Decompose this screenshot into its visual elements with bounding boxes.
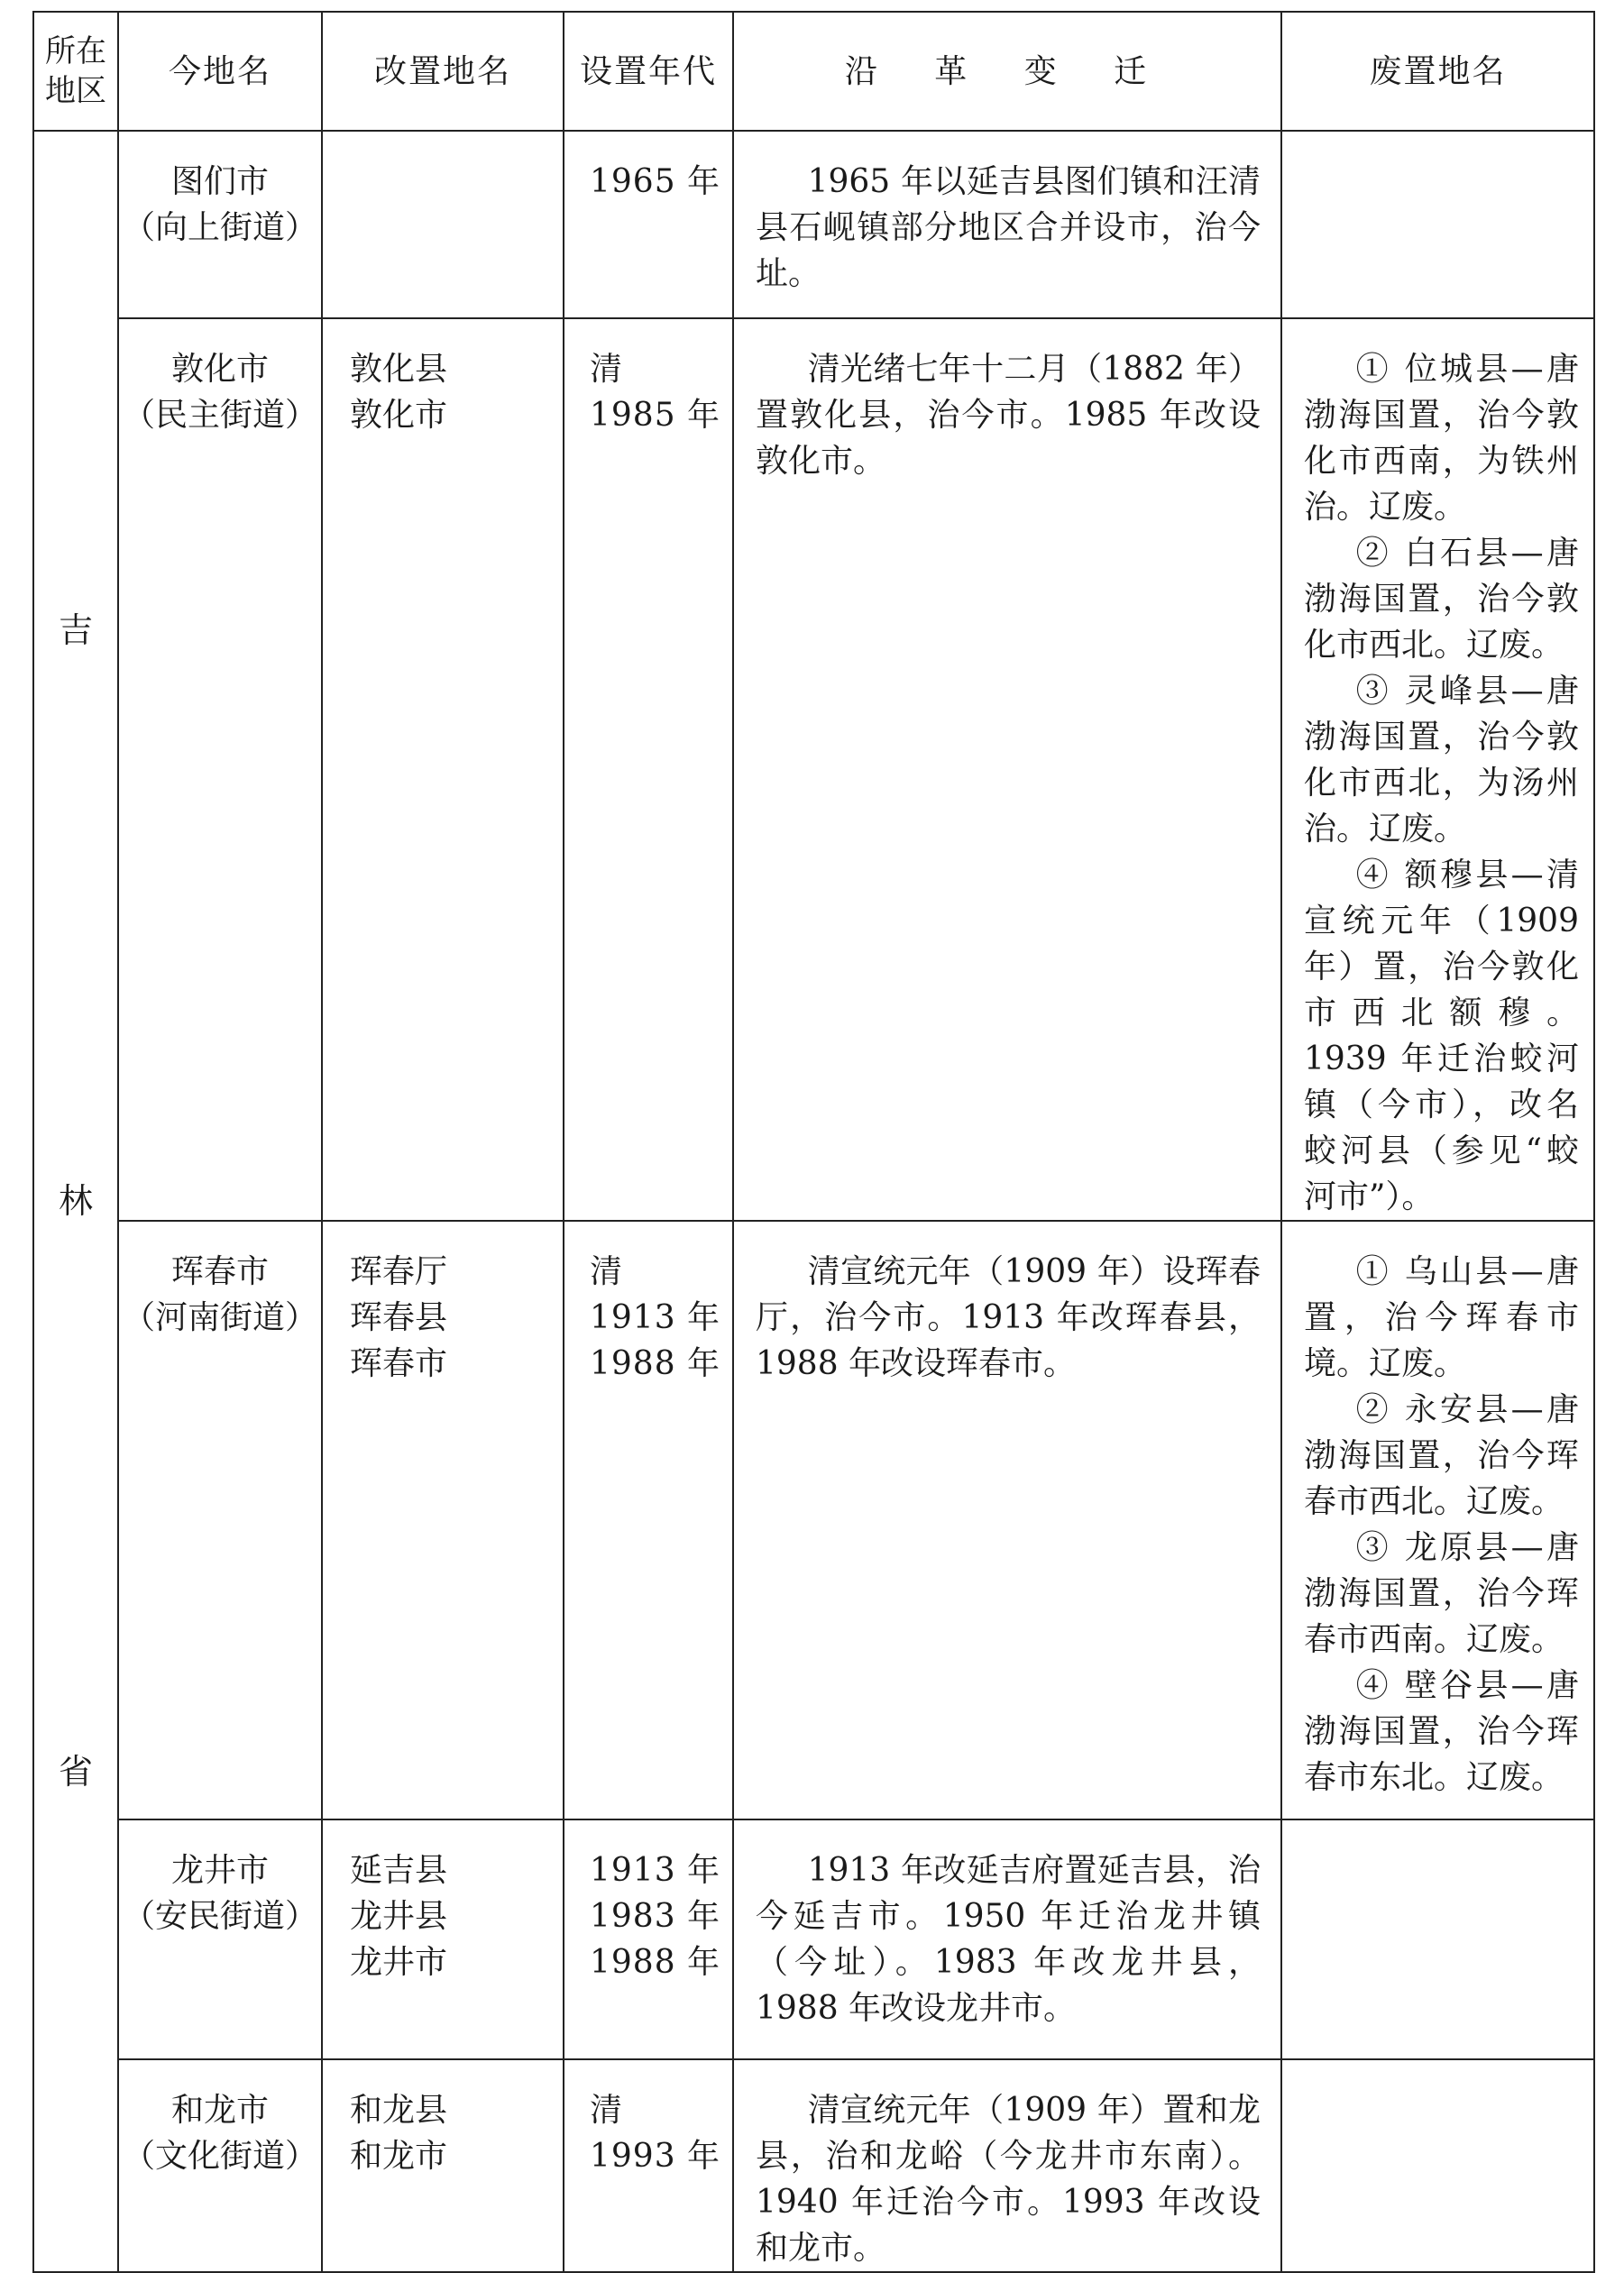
renamed-cell: [322, 131, 564, 318]
year-value: 清: [590, 351, 624, 388]
current-name-seat: （文化街道）: [122, 2138, 317, 2175]
current-name: 敦化市: [170, 351, 269, 388]
abolished-entry: ④ 壁谷县—唐渤海国置，治今珲春市东北。辽废。: [1304, 1667, 1579, 1796]
region-label: [34, 345, 117, 2058]
abolished-entry: ③ 灵峰县—唐渤海国置，治今敦化市西北，为汤州治。辽废。: [1304, 673, 1579, 848]
current-name: 图们市: [170, 163, 269, 200]
abolished-entry: ① 位城县—唐渤海国置，治今敦化市西南，为铁州治。辽废。: [1304, 351, 1579, 526]
header-row: [33, 12, 1594, 131]
abolished-cell: [1281, 318, 1594, 1221]
renamed-cell: [322, 1819, 564, 2059]
region-char: 吉: [58, 609, 93, 650]
renamed-name: 珲春县: [350, 1299, 448, 1336]
renamed-name: 珲春市: [350, 1345, 448, 1382]
renamed-name: 敦化县: [350, 351, 448, 388]
renamed-cell: [322, 1221, 564, 1819]
renamed-name: 龙井县: [350, 1898, 448, 1935]
year-value: 1985 年: [590, 397, 721, 434]
current-name: 和龙市: [170, 2092, 269, 2129]
renamed-name: 敦化市: [350, 397, 448, 434]
year-value: 清: [590, 1253, 624, 1290]
year-value: 1988 年: [590, 1944, 721, 1981]
current-name-cell: [118, 2059, 322, 2272]
history-text: 清光绪七年十二月（1882 年）置敦化县，治今市。1985 年改设敦化市。: [756, 351, 1261, 480]
current-name-seat: （河南街道）: [122, 1299, 317, 1336]
abolished-cell: [1281, 1819, 1594, 2059]
renamed-cell: [322, 2059, 564, 2272]
header-region-line-2: 地区: [45, 73, 106, 109]
table-row: [33, 318, 1594, 1221]
current-name-cell: [118, 131, 322, 318]
current-name-seat: （民主街道）: [122, 397, 317, 434]
year-value: 1988 年: [590, 1345, 721, 1382]
current-name-cell: [118, 1221, 322, 1819]
abolished-entry: ② 永安县—唐渤海国置，治今珲春市西北。辽废。: [1304, 1391, 1579, 1520]
year-value: 清: [590, 2092, 624, 2129]
year-value: 1983 年: [590, 1898, 721, 1935]
current-name-cell: [118, 1819, 322, 2059]
abolished-entry: ④ 额穆县—清宣统元年（1909 年）置，治今敦化市西北额穆。1939 年迁治蛟河镇（今市），改名蛟河县（参见“蛟河市”）。: [1304, 857, 1579, 1215]
history-cell: [733, 318, 1281, 1221]
header-abolished: 废置地名: [1281, 12, 1594, 131]
table-row: [33, 131, 1594, 318]
gazetteer-page: [32, 11, 1593, 2267]
history-text: 1965 年以延吉县图们镇和汪清县石岘镇部分地区合并设市，治今址。: [756, 163, 1261, 292]
header-history: 沿 革 变 迁: [733, 12, 1281, 131]
year-value: 1913 年: [590, 1852, 721, 1889]
history-cell: [733, 1819, 1281, 2059]
header-region-line-1: 所在: [45, 33, 106, 69]
renamed-name: 延吉县: [350, 1852, 448, 1889]
abolished-cell: [1281, 1221, 1594, 1819]
region-cell: [33, 131, 118, 2272]
abolished-entry: ② 白石县—唐渤海国置，治今敦化市西北。辽废。: [1304, 535, 1579, 664]
table-row: [33, 1819, 1594, 2059]
renamed-name: 龙井市: [350, 1944, 448, 1981]
history-text: 清宣统元年（1909 年）置和龙县，治和龙峪（今龙井市东南）。1940 年迁治今市。1993 年改设和龙市。: [756, 2092, 1261, 2267]
renamed-name: 和龙县: [350, 2092, 448, 2129]
year-value: 1993 年: [590, 2138, 721, 2175]
year-cell: [564, 131, 733, 318]
renamed-name: 珲春厅: [350, 1253, 448, 1290]
header-year: 设置年代: [564, 12, 733, 131]
renamed-name: 和龙市: [350, 2138, 448, 2175]
abolished-entry: ① 乌山县—唐置，治今珲春市境。辽废。: [1304, 1253, 1579, 1382]
header-region: [33, 12, 118, 131]
abolished-cell: [1281, 2059, 1594, 2272]
abolished-cell: [1281, 131, 1594, 318]
table-row: [33, 1221, 1594, 1819]
header-renamed: 改置地名: [322, 12, 564, 131]
history-cell: [733, 1221, 1281, 1819]
current-name-seat: （向上街道）: [122, 209, 317, 246]
year-value: 1965 年: [590, 163, 721, 200]
current-name: 龙井市: [170, 1852, 269, 1889]
region-char: 林: [58, 1180, 93, 1221]
current-name-seat: （安民街道）: [122, 1898, 317, 1935]
year-value: 1913 年: [590, 1299, 721, 1336]
header-current-name: 今地名: [118, 12, 322, 131]
place-name-table: [32, 11, 1595, 2273]
table-row: [33, 2059, 1594, 2272]
abolished-entry: ③ 龙原县—唐渤海国置，治今珲春市西南。辽废。: [1304, 1529, 1579, 1658]
region-char: 省: [58, 1752, 93, 1792]
current-name: 珲春市: [170, 1253, 269, 1290]
history-cell: [733, 131, 1281, 318]
history-text: 1913 年改延吉府置延吉县，治今延吉市。1950 年迁治龙井镇（今址）。1983 年改龙井县，1988 年改设龙井市。: [756, 1852, 1261, 2027]
history-cell: [733, 2059, 1281, 2272]
current-name-cell: [118, 318, 322, 1221]
year-cell: [564, 1819, 733, 2059]
year-cell: [564, 318, 733, 1221]
renamed-cell: [322, 318, 564, 1221]
year-cell: [564, 2059, 733, 2272]
year-cell: [564, 1221, 733, 1819]
history-text: 清宣统元年（1909 年）设珲春厅，治今市。1913 年改珲春县，1988 年改设珲春市。: [756, 1253, 1261, 1382]
